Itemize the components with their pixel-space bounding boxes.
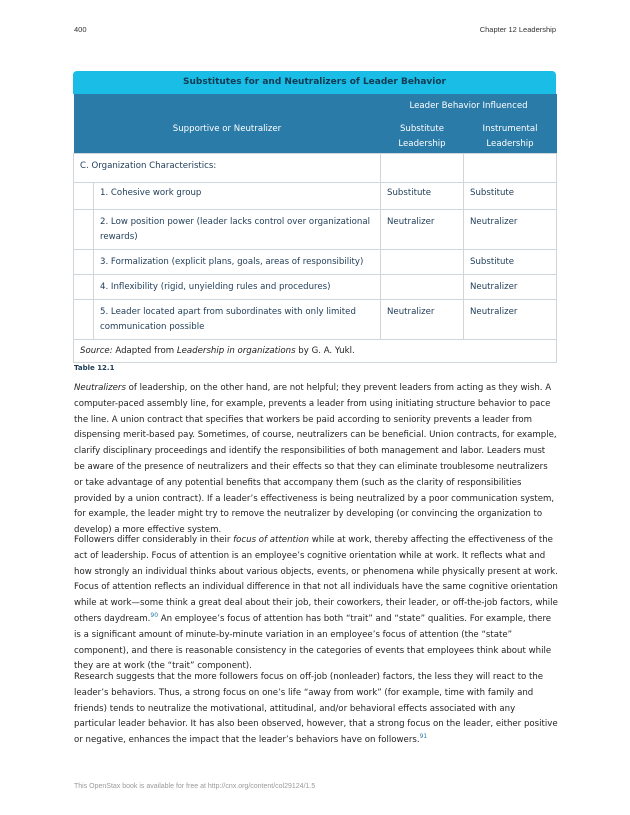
row-substitute: Substitute [381, 183, 464, 210]
paragraph-focus-of-attention [74, 533, 558, 675]
row-instrumental: Neutralizer [464, 300, 557, 340]
row-substitute: Neutralizer [381, 210, 464, 250]
table-source-row [74, 340, 557, 363]
table-title: Substitutes for and Neutralizers of Leader Behavior [73, 71, 556, 94]
row-label: 4. Inflexibility (rigid, unyielding rules and procedures) [94, 275, 381, 300]
section-label: C. Organization Characteristics: [74, 154, 381, 183]
row-instrumental: Neutralizer [464, 275, 557, 300]
paragraph-research [74, 670, 558, 749]
source-post: by G. A. Yukl. [295, 346, 355, 356]
source-book: Leadership in organizations [176, 346, 296, 356]
source-pre: Adapted from [115, 346, 177, 356]
table-row [74, 300, 557, 340]
row-instrumental: Neutralizer [464, 210, 557, 250]
row-instrumental: Substitute [464, 250, 557, 275]
col-header-substitute-line1: Substitute [399, 124, 445, 134]
row-label: 1. Cohesive work group [94, 183, 381, 210]
row-label: 2. Low position power (leader lacks control over organizational rewards) [94, 210, 381, 250]
footnote-ref-link[interactable]: 91 [419, 733, 428, 741]
leader-behavior-table [73, 71, 556, 363]
row-label: 3. Formalization (explicit plans, goals, areas of responsibility) [94, 250, 381, 275]
table-row [74, 210, 557, 250]
table-row [74, 250, 557, 275]
col-header-substitute [381, 118, 464, 154]
table-section-row [74, 154, 557, 183]
page-footer: This OpenStax book is available for free at http://cnx.org/content/col29124/1.5 [74, 783, 316, 790]
paragraph-text: Research suggests that the more followers focus on off-job (nonleader) factors, the less they will react to the leader’s behaviors. Thus, a strong focus on one’s life “away from work” (for example, time with family and friends) tends to neutralize the motivational, attitudinal, and/or behavioral effects associated with any particular leader behavior. It has also been observed, however, that a strong focus on the leader, either positive or negative, enhances the impact that the leader’s behaviors have on followers. [74, 672, 558, 746]
row-substitute [381, 275, 464, 300]
footnote-ref-link[interactable]: 90 [150, 612, 159, 620]
paragraph-text: An employee’s focus of attention has both “trait” and “state” qualities. For example, there is a significant amount of minute-by-minute variation in an employee’s focus of attention (the “state” component), and there is reasonable consistency in the categories of events that employees think about while they are at work (the “trait” component). [74, 613, 552, 672]
row-label: 5. Leader located apart from subordinates with only limited communication possible [94, 300, 381, 340]
paragraph-neutralizers [74, 381, 558, 539]
paragraph-text: while at work, thereby affecting the effectiveness of the act of leadership. Focus of attention is an employee’s cognitive orientation while at work. It reflects what and how strongly an individual thinks about various objects, events, or phenomena while physically present at work. Focus of attention reflects an individual difference in that not all individuals have the same cognitive orientation while at work—some think a great deal about their job, their coworkers, their leader, or off-the-job factors, while others daydream. [74, 535, 558, 624]
row-substitute [381, 250, 464, 275]
paragraph-text: Followers differ considerably in their [74, 535, 234, 545]
row-instrumental: Substitute [464, 183, 557, 210]
col-header-supportive: Supportive or Neutralizer [172, 124, 282, 134]
table-row [74, 183, 557, 210]
table-row [74, 275, 557, 300]
col-header-instrumental [464, 118, 557, 154]
influenced-header: Leader Behavior Influenced [409, 101, 528, 111]
row-substitute: Neutralizer [381, 300, 464, 340]
source-label: Source: [80, 346, 113, 356]
col-header-instrumental-line1: Instrumental [482, 124, 538, 134]
table-caption: Table 12.1 [74, 364, 115, 372]
table-source [74, 340, 557, 363]
col-header-substitute-line2: Leadership [398, 139, 446, 149]
page-number: 400 [74, 25, 87, 34]
term-focus-of-attention: focus of attention [233, 535, 310, 545]
term-neutralizers: Neutralizers [74, 383, 126, 393]
paragraph-text: of leadership, on the other hand, are not helpful; they prevent leaders from acting as they wish. A computer-paced assembly line, for example, prevents a leader from using initiating structure behavior to pace the line. A union contract that specifies that workers be paid according to seniority prevents a leader from dispensing merit-based pay. Sometimes, of course, neutralizers can be beneficial. Union contracts, for example, clarify disciplinary proceedings and identify the responsibilities of both management and labor. Leaders must be aware of the presence of neutralizers and their effects so that they can eliminate troublesome neutralizers or take advantage of any potential benefits that accompany them (such as the clarity of responsibilities provided by a union contract). If a leader’s effectiveness is being neutralized by a poor communication system, for example, the leader might try to remove the neutralizer by developing (or convincing the organization to develop) a more effective system. [74, 383, 557, 536]
chapter-title: Chapter 12 Leadership [479, 25, 556, 34]
col-header-instrumental-line2: Leadership [486, 139, 534, 149]
